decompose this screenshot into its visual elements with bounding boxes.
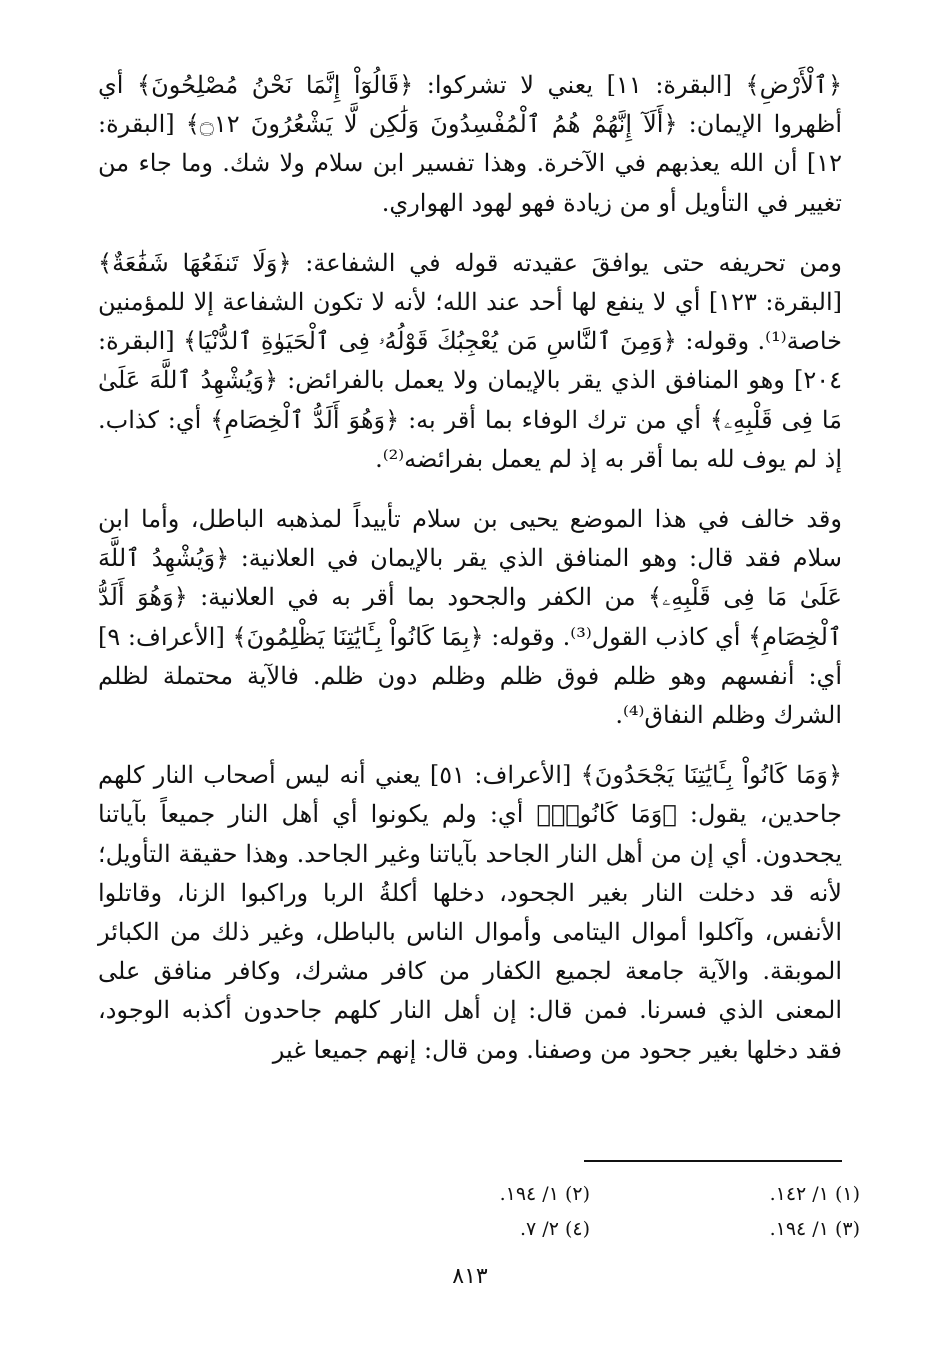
paragraph-2: ومن تحريفه حتى يوافقَ عقيدته قوله في الشفاعة: ﴿وَلَا تَنفَعُهَا شَفَٰعَةٌ﴾ [البقرة: ١٢٣] أي لا ينفع لها أحد عند الله؛ لأنه لا تكون الشفاعة إلا للمؤمنين خاصة⁽¹⁾. وقوله: ﴿وَمِنَ ٱلنَّاسِ مَن يُعْجِبُكَ قَوْلُهُۥ فِى ٱلْحَيَوٰةِ ٱلدُّنْيَا﴾ [البقرة: ٢٠٤] وهو المنافق الذي يقر بالإيمان ولا يعمل بالفرائض: ﴿وَيُشْهِدُ ٱللَّهَ عَلَىٰ مَا فِى قَلْبِهِۦ﴾ أي من ترك الوفاء بما أقر به: ﴿وَهُوَ أَلَدُّ ٱلْخِصَامِ﴾ أي: كذاب. إذ لم يوف لله بما أقر به إذ لم يعمل بفرائضه⁽²⁾. [98,248,842,473]
page-body [98,66,842,1091]
footnote-row [320,1212,860,1247]
footnote-2: (٢) ١/ ١٩٤. [499,1183,590,1205]
paragraph-3: وقد خالف في هذا الموضع يحيى بن سلام تأييداً لمذهبه الباطل، وأما ابن سلام فقد قال: وهو المنافق الذي يقر بالإيمان في العلانية: ﴿وَيُشْهِدُ ٱللَّهَ عَلَىٰ مَا فِى قَلْبِهِۦ﴾ من الكفر والجحود بما أقر به في العلانية: ﴿وَهُوَ أَلَدُّ ٱلْخِصَامِ﴾ أي كاذب القول⁽³⁾. وقوله: ﴿بِمَا كَانُواْ بِـَٔايَٰتِنَا يَظْلِمُونَ﴾ [الأعراف: ٩] أي: أنفسهم وهو ظلم فوق ظلم وظلم دون ظلم. فالآية محتملة لظلم الشرك وظلم النفاق⁽⁴⁾. [98,505,843,730]
footnote-3: (٣) ١/ ١٩٤. [769,1218,860,1240]
paragraph-1: ﴿ٱلْأَرْضِ﴾ [البقرة: ١١] يعني لا تشركوا: ﴿قَالُوٓاْ إِنَّمَا نَحْنُ مُصْلِحُونَ﴾ أي أظهروا الإيمان: ﴿أَلَآ إِنَّهُمْ هُمُ ٱلْمُفْسِدُونَ وَلَٰكِن لَّا يَشْعُرُونَ ۝١٢﴾ [البقرة: ١٢] أن الله يعذبهم في الآخرة. وهذا تفسير ابن سلام ولا شك. وما جاء من تغيير في التأويل أو من زيادة فهو لهود الهواري. [98,71,843,217]
footnotes [320,1177,860,1247]
paragraph-4: ﴿وَمَا كَانُواْ بِـَٔايَٰتِنَا يَجْحَدُونَ﴾ [الأعراف: ٥١] يعني أنه ليس أصحاب النار كلهم جاحدين، يقول: ﴿وَمَا كَانُوا۟﴾ أي: ولم يكونوا أي أهل النار جميعاً بآياتنا يجحدون. أي إن من أهل النار الجاحد بآياتنا وغير الجاحد. وهذا حقيقة التأويل؛ لأنه قد دخلت النار بغير الجحود، دخلها أكلةُ الربا وراكبوا الزنا، وقاتلوا الأنفس، وآكلوا أموال اليتامى وأموال الناس بالباطل، وغير ذلك من الكبائر الموبقة. والآية جامعة لجميع الكفار من كافر مشرك، وكافر منافق على المعنى الذي فسرنا. فمن قال: إن أهل النار كلهم جاحدون أكذبه الوجود، فقد دخلها بغير جحود من وصفنا. ومن قال: إنهم جميعا غير [98,761,843,1064]
footnote-separator [584,1160,842,1162]
footnote-4: (٤) ٢/ ٧. [519,1218,590,1240]
footnote-row [320,1177,860,1212]
footnote-1: (١) ١/ ١٤٢. [769,1183,860,1205]
page-number: ٨١٣ [452,1264,488,1289]
